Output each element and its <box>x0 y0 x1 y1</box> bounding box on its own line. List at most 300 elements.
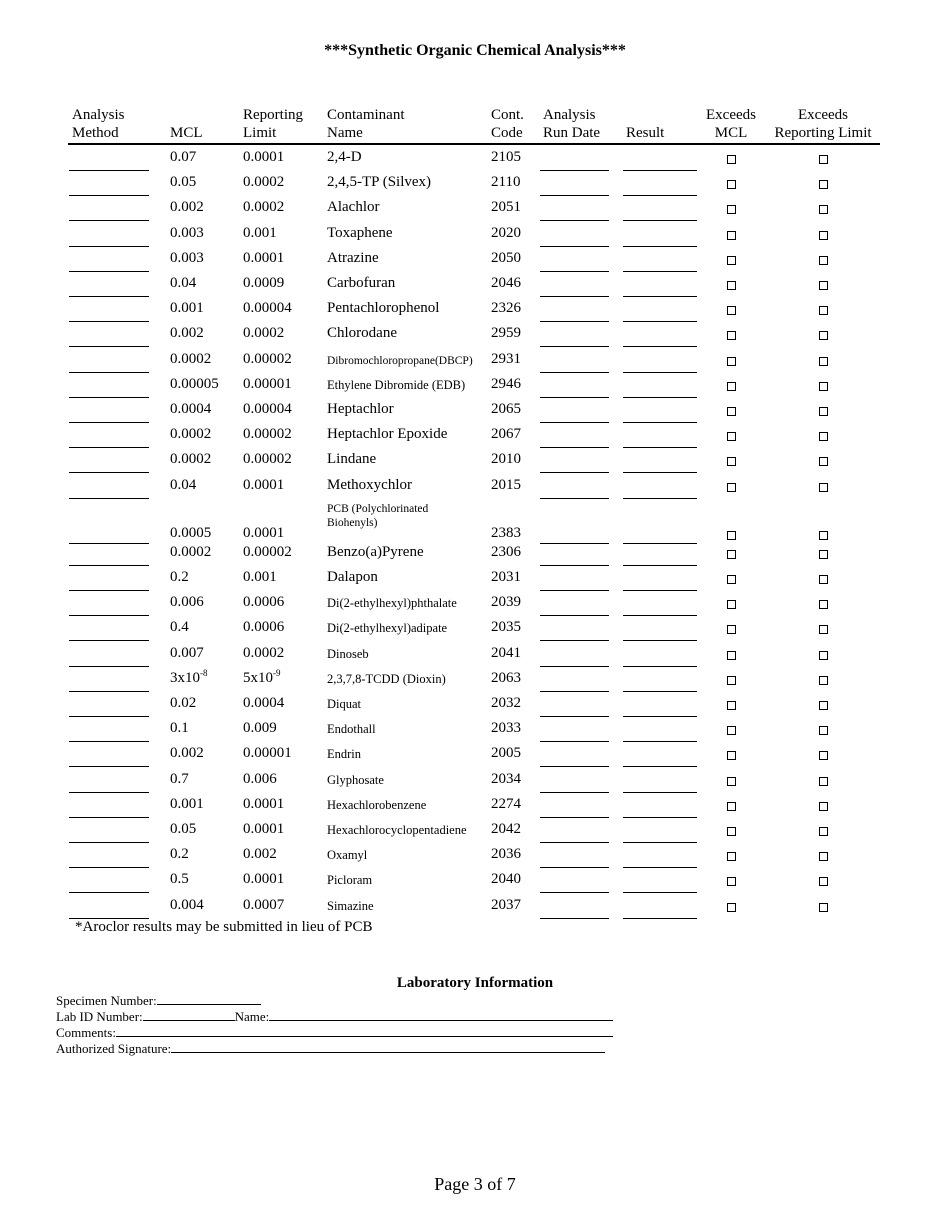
specimen-number-field[interactable] <box>157 993 261 1005</box>
reporting-limit-value <box>243 426 292 443</box>
contaminant-code <box>491 619 521 636</box>
analysis-method-field[interactable] <box>69 397 149 398</box>
mcl-value-text: 0.0004 <box>170 401 212 417</box>
result-field[interactable] <box>623 220 697 221</box>
analysis-method-field[interactable] <box>69 565 149 566</box>
result-field[interactable] <box>623 741 697 742</box>
exceeds-mcl-checkbox[interactable] <box>727 701 736 710</box>
mcl-value <box>170 325 204 342</box>
contaminant-code-text: 2274 <box>491 795 521 812</box>
result-field[interactable] <box>623 170 697 171</box>
contaminant-code-text: 2015 <box>491 476 521 493</box>
mcl-value-text: 0.7 <box>170 770 189 787</box>
analysis-method-field[interactable] <box>69 296 149 297</box>
result-field[interactable] <box>623 867 697 868</box>
contaminant-code <box>491 569 521 586</box>
exceeds-reporting-limit-checkbox[interactable] <box>819 751 828 760</box>
mcl-value <box>170 174 196 191</box>
table-row <box>0 745 950 770</box>
mcl-value-text: 0.002 <box>170 325 204 342</box>
result-field[interactable] <box>623 892 697 893</box>
analysis-run-date-field[interactable] <box>540 590 609 591</box>
exceeds-reporting-limit-checkbox[interactable] <box>819 281 828 290</box>
result-field[interactable] <box>623 472 697 473</box>
exceeds-reporting-limit-checkbox[interactable] <box>819 457 828 466</box>
mcl-value-text: 0.001 <box>170 300 204 317</box>
lab-id-field[interactable] <box>143 1009 235 1021</box>
analysis-method-field[interactable] <box>69 842 149 843</box>
reporting-limit-value-text: 0.0002 <box>243 644 285 661</box>
analysis-method-field[interactable] <box>69 792 149 793</box>
mcl-value-text: 0.2 <box>170 569 189 585</box>
contaminant-name-text: Picloram <box>327 873 373 888</box>
contaminant-code-text: 2931 <box>491 350 521 367</box>
contaminant-name <box>327 848 367 863</box>
exceeds-reporting-limit-checkbox[interactable] <box>819 432 828 441</box>
analysis-method-field[interactable] <box>69 321 149 322</box>
exceeds-reporting-limit-checkbox[interactable] <box>819 676 828 685</box>
analysis-run-date-field[interactable] <box>540 565 609 566</box>
mcl-value-text: 0.001 <box>170 795 204 812</box>
analysis-run-date-field[interactable] <box>540 640 609 641</box>
exceeds-mcl-checkbox[interactable] <box>727 382 736 391</box>
analysis-run-date-field[interactable] <box>540 271 609 272</box>
mcl-value-text: 0.007 <box>170 644 204 661</box>
signature-line <box>56 1041 605 1057</box>
exceeds-mcl-checkbox[interactable] <box>727 357 736 366</box>
analysis-run-date-field[interactable] <box>540 447 609 448</box>
table-row <box>0 199 950 224</box>
analysis-run-date-field[interactable] <box>540 296 609 297</box>
specimen-number-label: Specimen Number: <box>56 993 157 1008</box>
contaminant-code-text: 2037 <box>491 896 521 913</box>
contaminant-code <box>491 451 521 468</box>
reporting-limit-value-text: 0.0006 <box>243 594 285 611</box>
comments-line <box>56 1025 613 1041</box>
contaminant-name-text: Diquat <box>327 697 362 711</box>
reporting-limit-value <box>243 174 284 191</box>
analysis-run-date-field[interactable] <box>540 472 609 473</box>
name-label: Name: <box>234 1009 270 1024</box>
table-row <box>0 477 950 502</box>
analysis-method-field[interactable] <box>69 246 149 247</box>
lab-info-title: Laboratory Information <box>396 975 554 991</box>
exceeds-mcl-checkbox[interactable] <box>727 331 736 340</box>
result-field[interactable] <box>623 817 697 818</box>
exceeds-reporting-limit-checkbox[interactable] <box>819 827 828 836</box>
analysis-method-field[interactable] <box>69 422 149 423</box>
contaminant-code-text: 2105 <box>491 149 521 165</box>
result-field[interactable] <box>623 195 697 196</box>
table-row <box>0 376 950 401</box>
exceeds-mcl-checkbox[interactable] <box>727 155 736 164</box>
exceeds-reporting-limit-checkbox[interactable] <box>819 205 828 214</box>
analysis-run-date-field[interactable] <box>540 397 609 398</box>
contaminant-name-text: Methoxychlor <box>327 476 412 493</box>
reporting-limit-value <box>243 544 292 561</box>
exceeds-mcl-checkbox[interactable] <box>727 231 736 240</box>
exceeds-reporting-limit-checkbox[interactable] <box>819 231 828 240</box>
contaminant-name-text: Hexachlorobenzene <box>327 797 427 812</box>
exceeds-reporting-limit-checkbox[interactable] <box>819 777 828 786</box>
analysis-run-date-field[interactable] <box>540 766 609 767</box>
reporting-limit-value <box>243 199 284 216</box>
exceeds-reporting-limit-checkbox[interactable] <box>819 306 828 315</box>
mcl-value-text: 0.04 <box>170 275 197 291</box>
reporting-limit-value-text: 0.0001 <box>243 249 285 266</box>
exceeds-mcl-checkbox[interactable] <box>727 827 736 836</box>
header-divider <box>68 143 880 145</box>
signature-label: Authorized Signature: <box>56 1041 172 1056</box>
exceeds-reporting-limit-checkbox[interactable] <box>819 651 828 660</box>
table-row <box>0 645 950 670</box>
contaminant-code-text: 2031 <box>491 569 521 585</box>
analysis-run-date-field[interactable] <box>540 716 609 717</box>
reporting-limit-value <box>243 525 284 542</box>
exceeds-mcl-checkbox[interactable] <box>727 281 736 290</box>
analysis-run-date-field[interactable] <box>540 666 609 667</box>
exceeds-mcl-checkbox[interactable] <box>727 407 736 416</box>
contaminant-name-text: Toxaphene <box>327 224 393 241</box>
reporting-limit-value-text: 5x10 <box>243 669 273 686</box>
exceeds-reporting-limit-checkbox[interactable] <box>819 625 828 634</box>
reporting-limit-value-text: 0.0002 <box>243 199 285 216</box>
mcl-value <box>170 351 211 368</box>
contaminant-code <box>491 225 521 242</box>
header-exceeds-mcl: Exceeds MCL <box>706 107 756 141</box>
exceeds-mcl-checkbox[interactable] <box>727 600 736 609</box>
reporting-limit-value-text: 0.001 <box>243 569 277 585</box>
exceeds-mcl-checkbox[interactable] <box>727 676 736 685</box>
analysis-method-field[interactable] <box>69 766 149 767</box>
analysis-method-field[interactable] <box>69 271 149 272</box>
result-field[interactable] <box>623 792 697 793</box>
exceeds-mcl-checkbox[interactable] <box>727 625 736 634</box>
result-field[interactable] <box>623 346 697 347</box>
contaminant-name <box>327 544 424 561</box>
reporting-limit-value <box>243 569 277 586</box>
mcl-value <box>170 821 196 838</box>
exceeds-mcl-checkbox[interactable] <box>727 575 736 584</box>
result-field[interactable] <box>623 766 697 767</box>
contaminant-code-text: 2020 <box>491 224 521 241</box>
analysis-run-date-field[interactable] <box>540 918 609 919</box>
contaminant-code <box>491 525 521 542</box>
result-field[interactable] <box>623 447 697 448</box>
reporting-limit-value-text: 0.001 <box>243 224 277 241</box>
result-field[interactable] <box>623 565 697 566</box>
exceeds-mcl-checkbox[interactable] <box>727 726 736 735</box>
result-field[interactable] <box>623 842 697 843</box>
reporting-limit-value-text: 0.006 <box>243 770 277 787</box>
analysis-run-date-field[interactable] <box>540 892 609 893</box>
table-row <box>0 569 950 594</box>
mcl-value <box>170 275 196 292</box>
result-field[interactable] <box>623 716 697 717</box>
mcl-value-text: 3x10 <box>170 669 200 686</box>
exceeds-reporting-limit-checkbox[interactable] <box>819 331 828 340</box>
exceeds-mcl-checkbox[interactable] <box>727 180 736 189</box>
analysis-run-date-field[interactable] <box>540 346 609 347</box>
reporting-limit-value-text: 0.00002 <box>243 451 292 468</box>
mcl-value-text: 0.002 <box>170 745 204 762</box>
mcl-value <box>170 720 189 737</box>
exceeds-mcl-checkbox[interactable] <box>727 483 736 492</box>
analysis-method-field[interactable] <box>69 346 149 347</box>
result-field[interactable] <box>623 615 697 616</box>
exceeds-mcl-checkbox[interactable] <box>727 531 736 540</box>
table-row <box>0 544 950 569</box>
mcl-value-text: 0.4 <box>170 619 189 636</box>
analysis-method-field[interactable] <box>69 817 149 818</box>
exceeds-mcl-checkbox[interactable] <box>727 306 736 315</box>
contaminant-name: PCB (Polychlorinated Biohenyls) <box>327 502 429 529</box>
exceeds-mcl-checkbox[interactable] <box>727 457 736 466</box>
exceeds-reporting-limit-checkbox[interactable] <box>819 550 828 559</box>
analysis-method-field[interactable] <box>69 372 149 373</box>
contaminant-name-text: Endrin <box>327 747 362 762</box>
mcl-value <box>170 451 211 468</box>
analysis-method-field[interactable] <box>69 666 149 667</box>
exceeds-reporting-limit-checkbox[interactable] <box>819 180 828 189</box>
mcl-value-text: 0.02 <box>170 695 197 711</box>
mcl-value-text: 0.05 <box>170 821 197 837</box>
contaminant-name <box>327 873 372 888</box>
contaminant-name <box>327 569 378 586</box>
result-field[interactable] <box>623 372 697 373</box>
contaminant-name <box>327 647 369 662</box>
analysis-run-date-field[interactable] <box>540 372 609 373</box>
table-row <box>0 871 950 896</box>
analysis-method-field[interactable] <box>69 195 149 196</box>
mcl-value-text: 0.004 <box>170 896 204 913</box>
reporting-limit-value-text: 0.0002 <box>243 325 285 342</box>
analysis-method-field[interactable] <box>69 640 149 641</box>
analysis-run-date-field[interactable] <box>540 498 609 499</box>
exceeds-reporting-limit-checkbox[interactable] <box>819 155 828 164</box>
reporting-limit-value <box>243 796 284 813</box>
reporting-limit-value <box>243 250 284 267</box>
contaminant-code <box>491 897 521 914</box>
exceeds-reporting-limit-checkbox[interactable] <box>819 726 828 735</box>
exceeds-reporting-limit-checkbox[interactable] <box>819 575 828 584</box>
analysis-run-date-field[interactable] <box>540 691 609 692</box>
header-contaminant-name: Contaminant Name <box>327 107 405 141</box>
contaminant-code-text: 2046 <box>491 275 521 291</box>
exceeds-reporting-limit-checkbox[interactable] <box>819 531 828 540</box>
specimen-number-line <box>56 993 261 1009</box>
mcl-value <box>170 771 189 788</box>
exceeds-reporting-limit-checkbox[interactable] <box>819 701 828 710</box>
exceeds-mcl-checkbox[interactable] <box>727 751 736 760</box>
contaminant-name-text: Lindane <box>327 451 377 468</box>
contaminant-code <box>491 796 521 813</box>
contaminant-code-text: 2039 <box>491 594 521 611</box>
table-row <box>0 667 950 695</box>
analysis-method-field[interactable] <box>69 590 149 591</box>
mcl-value-text: 0.05 <box>170 174 197 191</box>
exceeds-mcl-checkbox[interactable] <box>727 550 736 559</box>
mcl-value-text: 0.0005 <box>170 524 212 541</box>
signature-field[interactable] <box>171 1041 605 1053</box>
result-field[interactable] <box>623 271 697 272</box>
contaminant-name-text: Alachlor <box>327 199 380 216</box>
analysis-method-field[interactable] <box>69 472 149 473</box>
contaminant-code <box>491 149 521 166</box>
analysis-run-date-field[interactable] <box>540 321 609 322</box>
reporting-limit-value-text: 0.00001 <box>243 375 292 392</box>
table-row <box>0 771 950 796</box>
exceeds-reporting-limit-checkbox[interactable] <box>819 903 828 912</box>
reporting-limit-value <box>243 619 284 636</box>
reporting-limit-value <box>243 225 277 242</box>
reporting-limit-value-text: 0.00004 <box>243 401 292 417</box>
analysis-method-field[interactable] <box>69 170 149 171</box>
analysis-method-field[interactable] <box>69 892 149 893</box>
reporting-limit-value-text: 0.0001 <box>243 795 285 812</box>
analysis-method-field[interactable] <box>69 447 149 448</box>
mcl-value <box>170 426 211 443</box>
result-field[interactable] <box>623 918 697 919</box>
exceeds-reporting-limit-checkbox[interactable] <box>819 877 828 886</box>
analysis-run-date-field[interactable] <box>540 792 609 793</box>
comments-field[interactable] <box>116 1025 613 1037</box>
exceeds-reporting-limit-checkbox[interactable] <box>819 256 828 265</box>
analysis-run-date-field[interactable] <box>540 867 609 868</box>
exceeds-mcl-checkbox[interactable] <box>727 852 736 861</box>
contaminant-code <box>491 670 521 687</box>
exceeds-mcl-checkbox[interactable] <box>727 205 736 214</box>
result-field[interactable] <box>623 296 697 297</box>
analysis-run-date-field[interactable] <box>540 220 609 221</box>
mcl-value <box>170 149 196 166</box>
contaminant-name <box>327 199 379 216</box>
contaminant-code <box>491 250 521 267</box>
exceeds-reporting-limit-checkbox[interactable] <box>819 600 828 609</box>
header-reporting-limit: Reporting Limit <box>243 107 303 141</box>
analysis-run-date-field[interactable] <box>540 842 609 843</box>
contaminant-name <box>327 225 393 242</box>
result-field[interactable] <box>623 321 697 322</box>
name-field[interactable] <box>269 1009 613 1021</box>
contaminant-name-text: Heptachlor Epoxide <box>327 426 448 443</box>
analysis-run-date-field[interactable] <box>540 741 609 742</box>
contaminant-code-text: 2067 <box>491 426 521 443</box>
contaminant-code <box>491 351 521 368</box>
exceeds-mcl-checkbox[interactable] <box>727 432 736 441</box>
result-field[interactable] <box>623 640 697 641</box>
contaminant-name-text: 2,4,5-TP (Silvex) <box>327 174 432 191</box>
exceeds-reporting-limit-checkbox[interactable] <box>819 407 828 416</box>
mcl-value-text: 0.003 <box>170 249 204 266</box>
mcl-value <box>170 619 189 636</box>
table-row <box>0 149 950 174</box>
exceeds-mcl-checkbox[interactable] <box>727 903 736 912</box>
exceeds-mcl-checkbox[interactable] <box>727 777 736 786</box>
contaminant-name-text: Oxamyl <box>327 848 368 863</box>
contaminant-name-text: Carbofuran <box>327 275 396 291</box>
analysis-run-date-field[interactable] <box>540 246 609 247</box>
contaminant-code <box>491 645 521 662</box>
reporting-limit-value-text: 0.0004 <box>243 695 285 711</box>
table-row <box>0 821 950 846</box>
contaminant-name <box>327 426 447 443</box>
result-field[interactable] <box>623 397 697 398</box>
exceeds-mcl-checkbox[interactable] <box>727 802 736 811</box>
analysis-run-date-field[interactable] <box>540 817 609 818</box>
contaminant-code <box>491 426 521 443</box>
exceeds-reporting-limit-checkbox[interactable] <box>819 483 828 492</box>
exceeds-mcl-checkbox[interactable] <box>727 877 736 886</box>
contaminant-code-text: 2959 <box>491 325 521 342</box>
reporting-limit-value <box>243 821 284 838</box>
contaminant-code <box>491 325 521 342</box>
analysis-method-field[interactable] <box>69 615 149 616</box>
reporting-limit-value <box>243 745 292 762</box>
exceeds-reporting-limit-checkbox[interactable] <box>819 802 828 811</box>
table-row <box>0 401 950 426</box>
table-row <box>0 451 950 476</box>
result-field[interactable] <box>623 246 697 247</box>
reporting-limit-value-text: 0.0001 <box>243 821 285 837</box>
analysis-method-field[interactable] <box>69 691 149 692</box>
contaminant-name-text: Pentachlorophenol <box>327 300 440 317</box>
contaminant-name-text: Dalapon <box>327 569 378 585</box>
exceeds-reporting-limit-checkbox[interactable] <box>819 852 828 861</box>
contaminant-name-text: Hexachlorocyclopentadiene <box>327 823 467 837</box>
analysis-method-field[interactable] <box>69 741 149 742</box>
analysis-method-field[interactable] <box>69 498 149 499</box>
contaminant-name <box>327 275 395 292</box>
result-field[interactable] <box>623 691 697 692</box>
mcl-value <box>170 300 204 317</box>
mcl-value-text: 0.04 <box>170 476 197 493</box>
exceeds-reporting-limit-checkbox[interactable] <box>819 357 828 366</box>
contaminant-name <box>327 672 446 687</box>
contaminant-code <box>491 695 521 712</box>
contaminant-name <box>327 477 412 494</box>
analysis-run-date-field[interactable] <box>540 615 609 616</box>
contaminant-name <box>327 596 457 611</box>
reporting-limit-value <box>243 275 284 292</box>
contaminant-code <box>491 376 521 393</box>
exceeds-mcl-checkbox[interactable] <box>727 651 736 660</box>
result-field[interactable] <box>623 666 697 667</box>
analysis-method-field[interactable] <box>69 867 149 868</box>
table-row <box>0 275 950 300</box>
analysis-run-date-field[interactable] <box>540 170 609 171</box>
reporting-limit-value-exponent: -9 <box>273 667 281 678</box>
analysis-method-field[interactable] <box>69 716 149 717</box>
analysis-run-date-field[interactable] <box>540 422 609 423</box>
contaminant-code <box>491 544 521 561</box>
contaminant-code <box>491 821 521 838</box>
table-row <box>0 250 950 275</box>
reporting-limit-value-text: 0.0001 <box>243 476 285 493</box>
exceeds-reporting-limit-checkbox[interactable] <box>819 382 828 391</box>
result-field[interactable] <box>623 422 697 423</box>
contaminant-name <box>327 697 361 712</box>
analysis-method-field[interactable] <box>69 220 149 221</box>
result-field[interactable] <box>623 498 697 499</box>
contaminant-code-text: 2326 <box>491 300 521 317</box>
mcl-value <box>170 544 211 561</box>
reporting-limit-value <box>243 300 292 317</box>
reporting-limit-value <box>243 477 284 494</box>
result-field[interactable] <box>623 590 697 591</box>
analysis-run-date-field[interactable] <box>540 195 609 196</box>
exceeds-mcl-checkbox[interactable] <box>727 256 736 265</box>
